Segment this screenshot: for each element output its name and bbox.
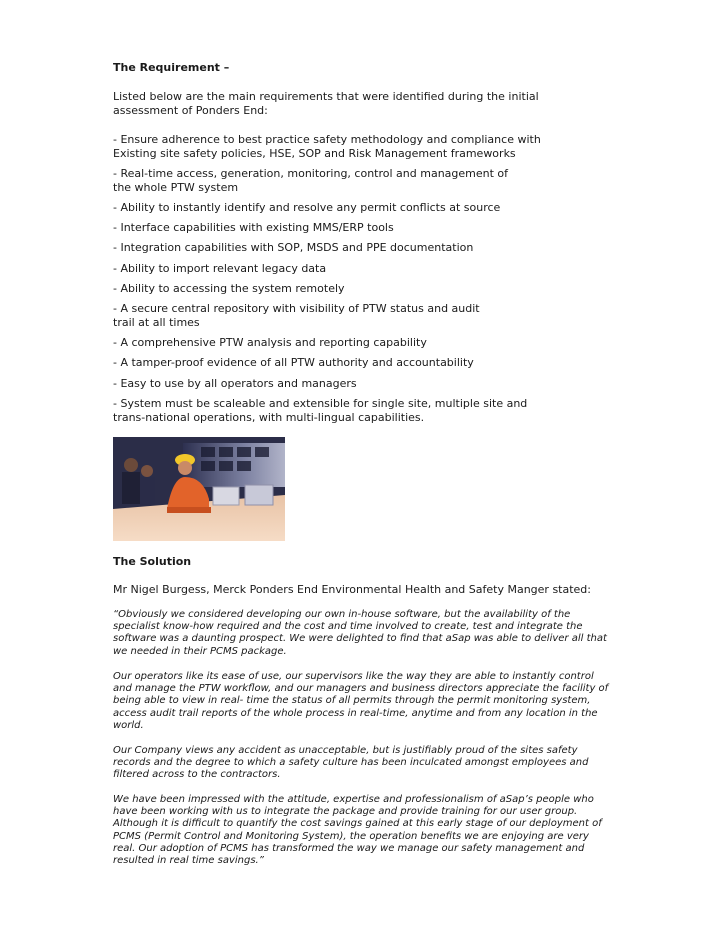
control-room-illustration (113, 437, 285, 541)
requirement-item: - Ensure adherence to best practice safety methodology and compliance with (113, 133, 541, 146)
quote-line: and manage the PTW workflow, and our managers and business directors appreciate the facility of (113, 683, 609, 694)
requirement-heading: The Requirement – (113, 61, 230, 74)
quote-line: Although it is difficult to quantify the cost savings gained at this early stage of our deployment of (113, 818, 602, 829)
solution-statement: Mr Nigel Burgess, Merck Ponders End Environmental Health and Safety Manger stated: (113, 583, 591, 596)
quote-line: specialist know-how required and the cost and time involved to create, test and integrate the (113, 621, 583, 632)
requirement-item: - Real-time access, generation, monitoring, control and management of (113, 167, 509, 180)
solution-heading: The Solution (113, 555, 192, 568)
quote-line: PCMS (Permit Control and Monitoring System), the operation benefits we are enjoying are very (113, 831, 589, 842)
intro-line: Listed below are the main requirements that were identified during the initial (113, 90, 539, 103)
control-room-photo (113, 437, 285, 541)
quote-line: have been working with us to integrate the package and provide training for our user group. (113, 806, 578, 817)
quote-line: world. (113, 720, 144, 731)
quote-line: filtered across to the contractors. (113, 769, 281, 780)
requirement-item: - Ability to instantly identify and resolve any permit conflicts at source (113, 201, 501, 214)
requirement-item: - Interface capabilities with existing MMS/ERP tools (113, 221, 394, 234)
quote-line: “Obviously we considered developing our own in-house software, but the availability of the (113, 609, 571, 620)
requirement-item: - Ability to import relevant legacy data (113, 262, 327, 275)
quote-line: access audit trail reports of the whole process in real-time, anytime and from any location in the (113, 708, 598, 719)
requirement-item: - A comprehensive PTW analysis and reporting capability (113, 336, 427, 349)
quote-line: Our operators like its ease of use, our supervisors like the way they are able to instantly control (113, 671, 594, 682)
requirement-item-cont: trans-national operations, with multi-lingual capabilities. (113, 411, 425, 424)
requirement-item: - Easy to use by all operators and managers (113, 377, 357, 390)
quote-line: software was a daunting prospect. We were delighted to find that aSap was able to deliver all that (113, 633, 607, 644)
quote-line: Our Company views any accident as unacceptable, but is justifiably proud of the sites safety (113, 745, 578, 756)
requirement-item-cont: Existing site safety policies, HSE, SOP and Risk Management frameworks (113, 147, 516, 160)
requirement-item: - System must be scaleable and extensible for single site, multiple site and (113, 397, 528, 410)
quote-line: real. Our adoption of PCMS has transformed the way we manage our safety management and (113, 843, 585, 854)
requirement-item: - Ability to accessing the system remotely (113, 282, 345, 295)
intro-line: assessment of Ponders End: (113, 104, 268, 117)
quote-line: We have been impressed with the attitude, expertise and professionalism of aSap’s people who (113, 794, 594, 805)
quote-line: resulted in real time savings.” (113, 855, 264, 866)
quote-line: records and the degree to which a safety culture has been inculcated amongst employees and (113, 757, 589, 768)
requirement-item: - Integration capabilities with SOP, MSDS and PPE documentation (113, 241, 474, 254)
requirement-item-cont: the whole PTW system (113, 181, 239, 194)
quote-line: being able to view in real- time the status of all permits through the permit monitoring system, (113, 695, 591, 706)
requirement-item: - A secure central repository with visibility of PTW status and audit (113, 302, 480, 315)
requirement-item: - A tamper-proof evidence of all PTW authority and accountability (113, 356, 474, 369)
quote-line: we needed in their PCMS package. (113, 646, 287, 657)
requirement-item-cont: trail at all times (113, 316, 200, 329)
